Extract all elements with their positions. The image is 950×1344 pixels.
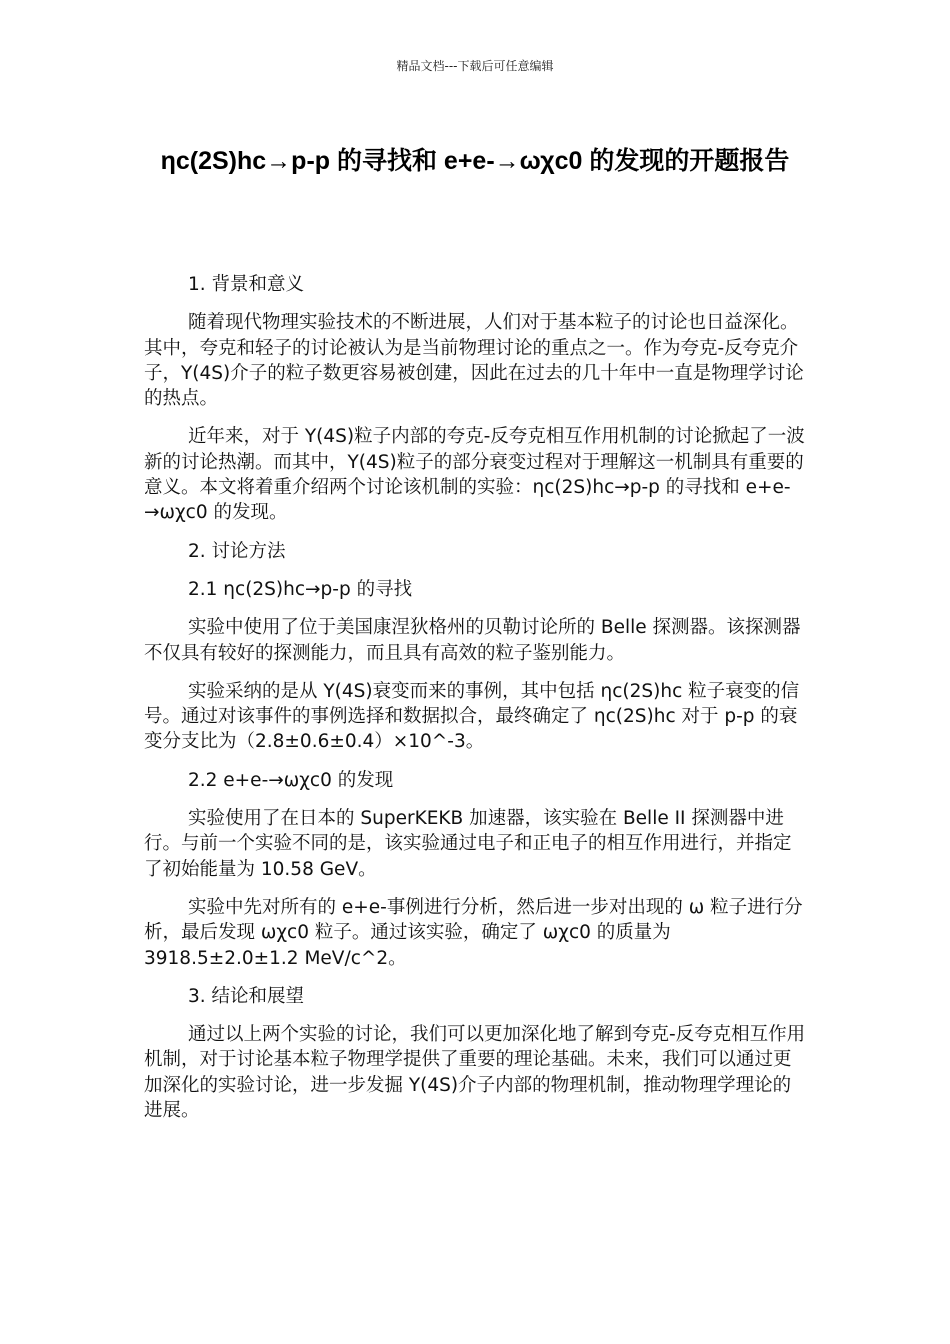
paragraph-background-1: 随着现代物理实验技术的不断进展，人们对于基本粒子的讨论也日益深化。其中，夸克和轻子的讨论被认为是当前物理讨论的重点之一。作为夸克-反夸克介子，Y(4S)介子的粒子数更容易被创建，因此在过去的几十年中一直是物理学讨论的热点。 (144, 312, 804, 410)
page-header: 精品文档---下载后可任意编辑 (396, 59, 554, 73)
paragraph-methods-3: 实验使用了在日本的 SuperKEKB 加速器，该实验在 Belle II 探测器中进行。与前一个实验不同的是，该实验通过电子和正电子的相互作用进行，并指定了初始能量为 10.58 GeV。 (144, 808, 792, 880)
paragraph-methods-2: 实验采纳的是从 Y(4S)衰变而来的事例，其中包括 ηc(2S)hc 粒子衰变的信号。通过对该事件的事例选择和数据拟合，最终确定了 ηc(2S)hc 对于 p-p 的衰变分支比为（2.8±0.6±0.4）×10^-3。 (144, 680, 800, 753)
document-body (144, 272, 808, 1136)
section-heading-methods: 2. 讨论方法 (188, 540, 286, 562)
section-heading-conclusion: 3. 结论和展望 (188, 985, 305, 1007)
paragraph-background-2: 近年来，对于 Y(4S)粒子内部的夸克-反夸克相互作用机制的讨论掀起了一波新的讨论热潮。而其中，Y(4S)粒子的部分衰变过程对于理解这一机制具有重要的意义。本文将着重介绍两个讨论该机制的实验：ηc(2S)hc→p-p 的寻找和 e+e-→ωχc0 的发现。 (144, 426, 805, 524)
paragraph-methods-4: 实验中先对所有的 e+e-事例进行分析，然后进一步对出现的 ω 粒子进行分析，最后发现 ωχc0 粒子。通过该实验，确定了 ωχc0 的质量为 3918.5±2.0±1.2 MeV/c^2。 (144, 896, 803, 969)
paragraph-conclusion: 通过以上两个实验的讨论，我们可以更加深化地了解到夸克-反夸克相互作用机制，对于讨论基本粒子物理学提供了重要的理论基础。未来，我们可以通过更加深化的实验讨论，进一步发掘 Y(4S)介子内部的物理机制，推动物理学理论的进展。 (144, 1024, 806, 1122)
document-title: ηc(2S)hc→p-p 的寻找和 e+e-→ωχc0 的发现的开题报告 (160, 147, 790, 175)
section-heading-background: 1. 背景和意义 (188, 274, 305, 295)
subsection-heading-2-2: 2.2 e+e-→ωχc0 的发现 (188, 769, 394, 791)
paragraph-methods-1: 实验中使用了位于美国康涅狄格州的贝勒讨论所的 Belle 探测器。该探测器不仅具有较好的探测能力，而且具有高效的粒子鉴别能力。 (144, 617, 801, 664)
subsection-heading-2-1: 2.1 ηc(2S)hc→p-p 的寻找 (188, 578, 413, 600)
